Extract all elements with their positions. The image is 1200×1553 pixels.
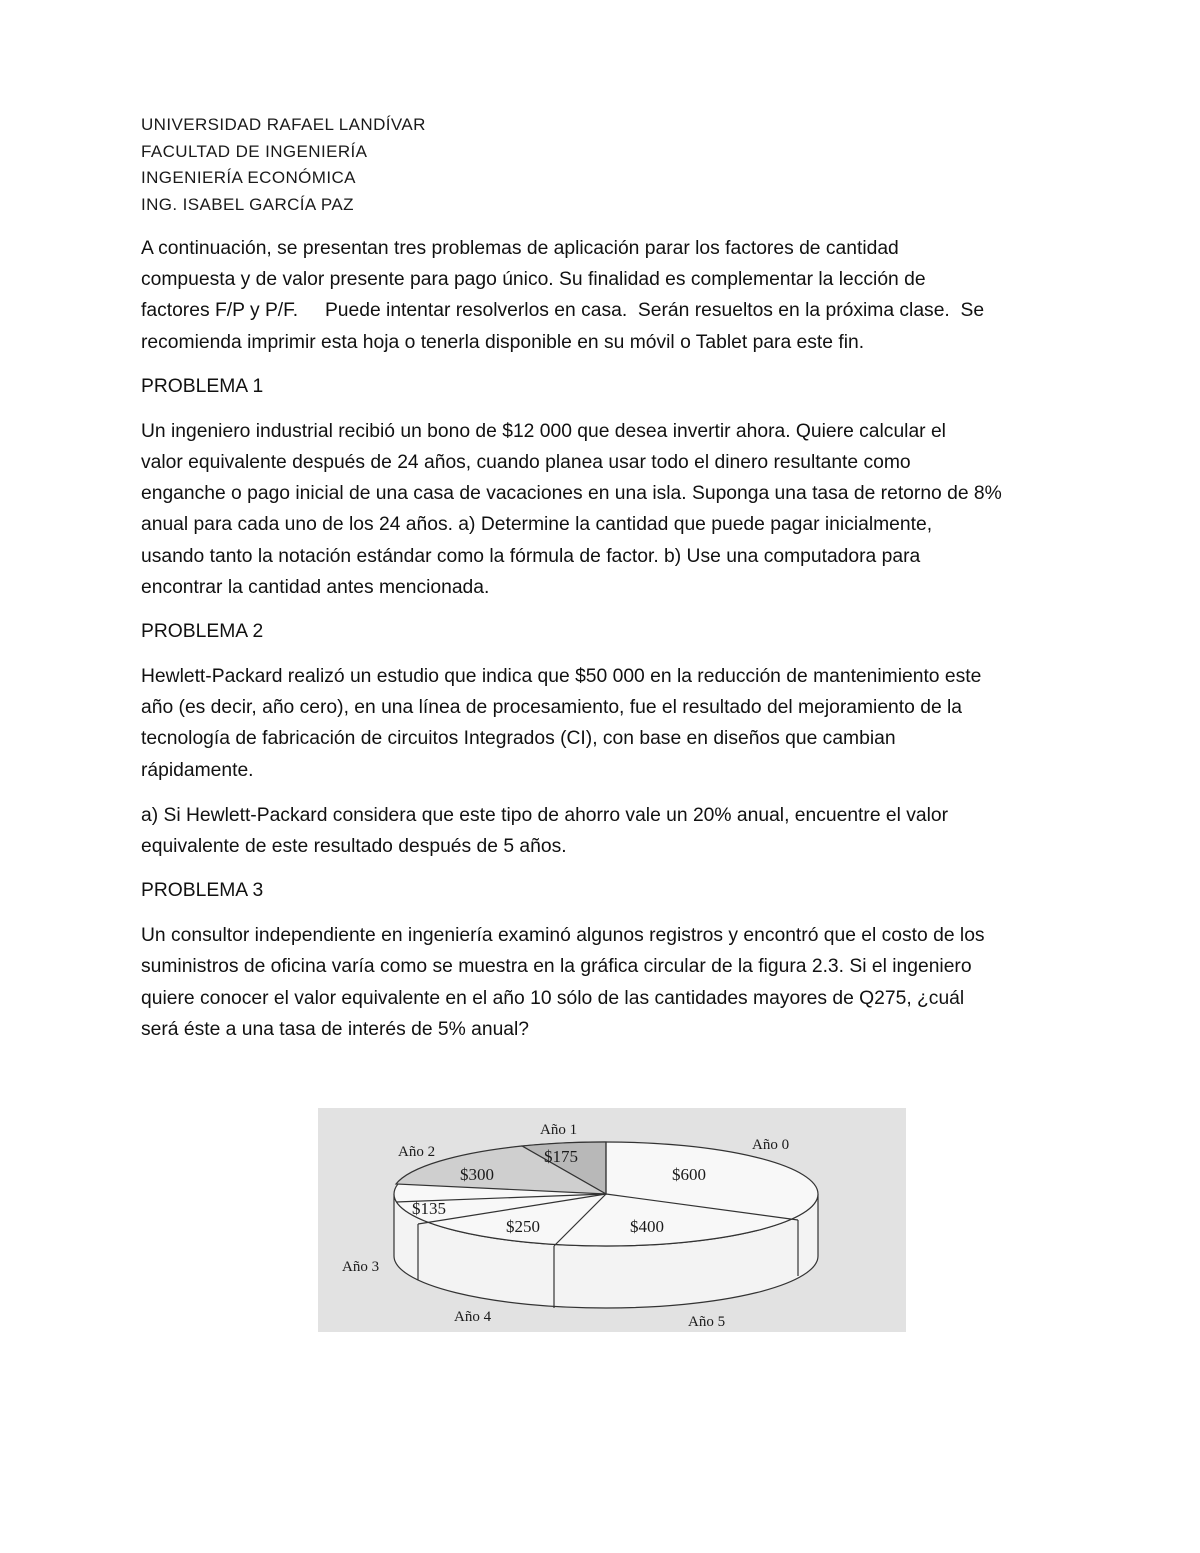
text-line: factores F/P y P/F. Puede intentar resolverlos en casa. Serán resueltos en la próxima clase. Se [141, 300, 985, 322]
problem-2-title: PROBLEMA 2 [141, 621, 264, 643]
faculty-name: FACULTAD DE INGENIERÍA [141, 141, 368, 161]
problem-3-title: PROBLEMA 3 [141, 880, 264, 902]
text-line: enganche o pago inicial de una casa de vacaciones en una isla. Suponga una tasa de retorno de 8% [141, 483, 1002, 505]
problem-2-statement [141, 661, 1086, 786]
text-line: usando tanto la notación estándar como la fórmula de factor. b) Use una computadora para [141, 545, 921, 567]
text-line: tecnología de fabricación de circuitos Integrados (CI), con base en diseños que cambian [141, 728, 896, 750]
problem-3-statement [141, 920, 1086, 1045]
text-line: equivalente de este resultado después de 5 años. [141, 836, 567, 858]
pie-chart-svg [318, 1108, 906, 1332]
amount-label-year-2: $300 [460, 1165, 494, 1184]
problem-2-part-a [141, 800, 1086, 862]
text-line: Un ingeniero industrial recibió un bono de $12 000 que desea invertir ahora. Quiere calcular el [141, 420, 946, 442]
amount-label-year-5: $400 [630, 1217, 664, 1236]
text-line: a) Si Hewlett-Packard considera que este tipo de ahorro vale un 20% anual, encuentre el valor [141, 804, 949, 826]
year-label-1: Año 1 [540, 1122, 578, 1138]
document-page [141, 112, 1086, 1045]
text-line: rápidamente. [141, 759, 254, 781]
text-line: será éste a una tasa de interés de 5% anual? [141, 1018, 530, 1040]
text-line: año (es decir, año cero), en una línea de procesamiento, fue el resultado del mejoramiento de la [141, 697, 963, 719]
document-header [141, 112, 1086, 218]
year-label-0: Año 0 [752, 1137, 790, 1153]
pie-chart-figure [318, 1108, 906, 1332]
text-line: recomienda imprimir esta hoja o tenerla disponible en su móvil o Tablet para este fin. [141, 331, 865, 353]
text-line: valor equivalente después de 24 años, cuando planea usar todo el dinero resultante como [141, 452, 911, 474]
problem-1-title: PROBLEMA 1 [141, 375, 264, 397]
year-label-4: Año 4 [454, 1309, 492, 1325]
year-label-3: Año 3 [342, 1259, 380, 1275]
amount-label-year-4: $250 [506, 1217, 540, 1236]
text-line: quiere conocer el valor equivalente en el año 10 sólo de las cantidades mayores de Q275, ¿cuál [141, 987, 965, 1009]
intro-paragraph [141, 233, 1086, 358]
university-name: UNIVERSIDAD RAFAEL LANDÍVAR [141, 115, 426, 134]
course-name: INGENIERÍA ECONÓMICA [141, 168, 356, 187]
text-line: anual para cada uno de los 24 años. a) Determine la cantidad que puede pagar inicialmente, [141, 514, 933, 536]
text-line: encontrar la cantidad antes mencionada. [141, 576, 490, 598]
year-label-5: Año 5 [688, 1314, 726, 1330]
problem-1-statement [141, 416, 1086, 603]
text-line: Un consultor independiente en ingeniería examinó algunos registros y encontró que el costo de los [141, 925, 985, 947]
amount-label-year-1: $175 [544, 1147, 578, 1166]
amount-label-year-3: $135 [412, 1199, 446, 1218]
text-line: suministros de oficina varía como se muestra en la gráfica circular de la figura 2.3. Si el ingeniero [141, 956, 972, 978]
year-label-2: Año 2 [398, 1144, 436, 1160]
text-line: A continuación, se presentan tres problemas de aplicación parar los factores de cantidad [141, 238, 899, 259]
amount-label-year-0: $600 [672, 1165, 706, 1184]
text-line: Hewlett-Packard realizó un estudio que indica que $50 000 en la reducción de mantenimiento este [141, 666, 982, 688]
instructor-name: ING. ISABEL GARCÍA PAZ [141, 194, 354, 214]
text-line: compuesta y de valor presente para pago único. Su finalidad es complementar la lección de [141, 269, 926, 291]
